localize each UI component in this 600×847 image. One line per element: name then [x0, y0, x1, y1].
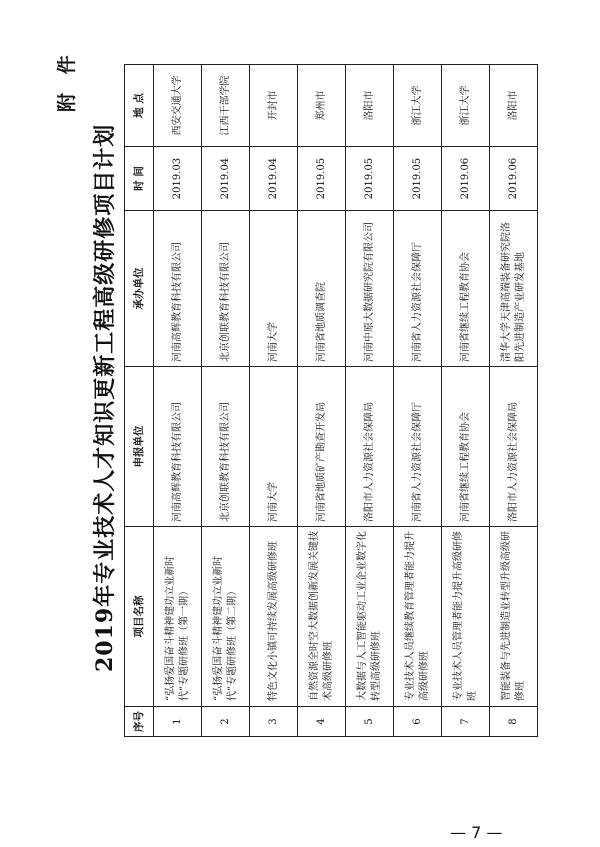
row-date: 2019.04: [250, 147, 298, 211]
header-applicant: 申报单位: [125, 367, 154, 527]
row-applicant: 北京创联教育科技有限公司: [202, 367, 250, 527]
row-project-name: 特色文化小镇可持续发展高级研修班: [250, 527, 298, 707]
page-number: — 7 —: [450, 823, 503, 842]
row-organizer: 清华大学天津高端装备研究院洛阳先进制造产业研发基地: [490, 211, 538, 367]
row-location: 江西干部学院: [202, 65, 250, 147]
row-applicant: 河南省人力资源社会保障厅: [394, 367, 442, 527]
project-plan-table: [124, 64, 538, 737]
row-index: 4: [298, 707, 346, 737]
header-index: 序号: [125, 707, 154, 737]
row-index: 7: [442, 707, 490, 737]
row-organizer: 河南高辉教育科技有限公司: [154, 211, 202, 367]
row-index: 5: [346, 707, 394, 737]
row-date: 2019.03: [154, 147, 202, 211]
table-row: [250, 65, 298, 737]
row-index: 8: [490, 707, 538, 737]
row-location: 浙江大学: [442, 65, 490, 147]
row-location: 浙江大学: [394, 65, 442, 147]
row-organizer: 河南大学: [250, 211, 298, 367]
table-row: [298, 65, 346, 737]
row-date: 2019.06: [490, 147, 538, 211]
row-index: 6: [394, 707, 442, 737]
table-row: [202, 65, 250, 737]
row-date: 2019.05: [394, 147, 442, 211]
row-location: 郑州市: [298, 65, 346, 147]
row-project-name: 专业技术人员继续教育管理者能力提升高级研修班: [394, 527, 442, 707]
row-applicant: 河南大学: [250, 367, 298, 527]
page-title: 2019年专业技术人才知识更新工程高级研修项目计划: [92, 123, 118, 672]
row-applicant: 河南省继续工程教育协会: [442, 367, 490, 527]
table-row: [154, 65, 202, 737]
row-applicant: 洛阳市人力资源社会保障局: [490, 367, 538, 527]
header-date: 时 间: [125, 147, 154, 211]
row-project-name: 自然资源全时空大数据创新发展关键技术高级研修班: [298, 527, 346, 707]
row-date: 2019.05: [298, 147, 346, 211]
table-row: [490, 65, 538, 737]
table-row: [346, 65, 394, 737]
table-row: [442, 65, 490, 737]
row-index: 2: [202, 707, 250, 737]
row-date: 2019.04: [202, 147, 250, 211]
row-applicant: 河南高辉教育科技有限公司: [154, 367, 202, 527]
header-project-name: 项目名称: [125, 527, 154, 707]
row-project-name: 专业技术人员管理者能力提升高级研修班: [442, 527, 490, 707]
attachment-label: 附 件: [56, 49, 78, 112]
header-organizer: 承办单位: [125, 211, 154, 367]
table-header-row: [125, 65, 154, 737]
row-index: 3: [250, 707, 298, 737]
row-date: 2019.06: [442, 147, 490, 211]
row-organizer: 北京创联教育科技有限公司: [202, 211, 250, 367]
row-location: 开封市: [250, 65, 298, 147]
row-organizer: 河南省人力资源社会保障厅: [394, 211, 442, 367]
row-index: 1: [154, 707, 202, 737]
header-location: 地 点: [125, 65, 154, 147]
row-applicant: 洛阳市人力资源社会保障局: [346, 367, 394, 527]
row-location: 西安交通大学: [154, 65, 202, 147]
row-organizer: 河南省继续工程教育协会: [442, 211, 490, 367]
row-location: 洛阳市: [490, 65, 538, 147]
row-organizer: 河南中原大数据研究院有限公司: [346, 211, 394, 367]
row-project-name: “弘扬爱国奋斗精神建功立业新时代”专题研修班（第一期）: [154, 527, 202, 707]
row-organizer: 河南省地质调查院: [298, 211, 346, 367]
row-project-name: 智能装备与先进制造业转型升级高级研修班: [490, 527, 538, 707]
row-project-name: “弘扬爱国奋斗精神建功立业新时代”专题研修班（第二期）: [202, 527, 250, 707]
row-project-name: 大数据与人工智能驱动工业企业数字化转型高级研修班: [346, 527, 394, 707]
row-applicant: 河南省地质矿产勘查开发局: [298, 367, 346, 527]
row-date: 2019.05: [346, 147, 394, 211]
table-row: [394, 65, 442, 737]
row-location: 洛阳市: [346, 65, 394, 147]
